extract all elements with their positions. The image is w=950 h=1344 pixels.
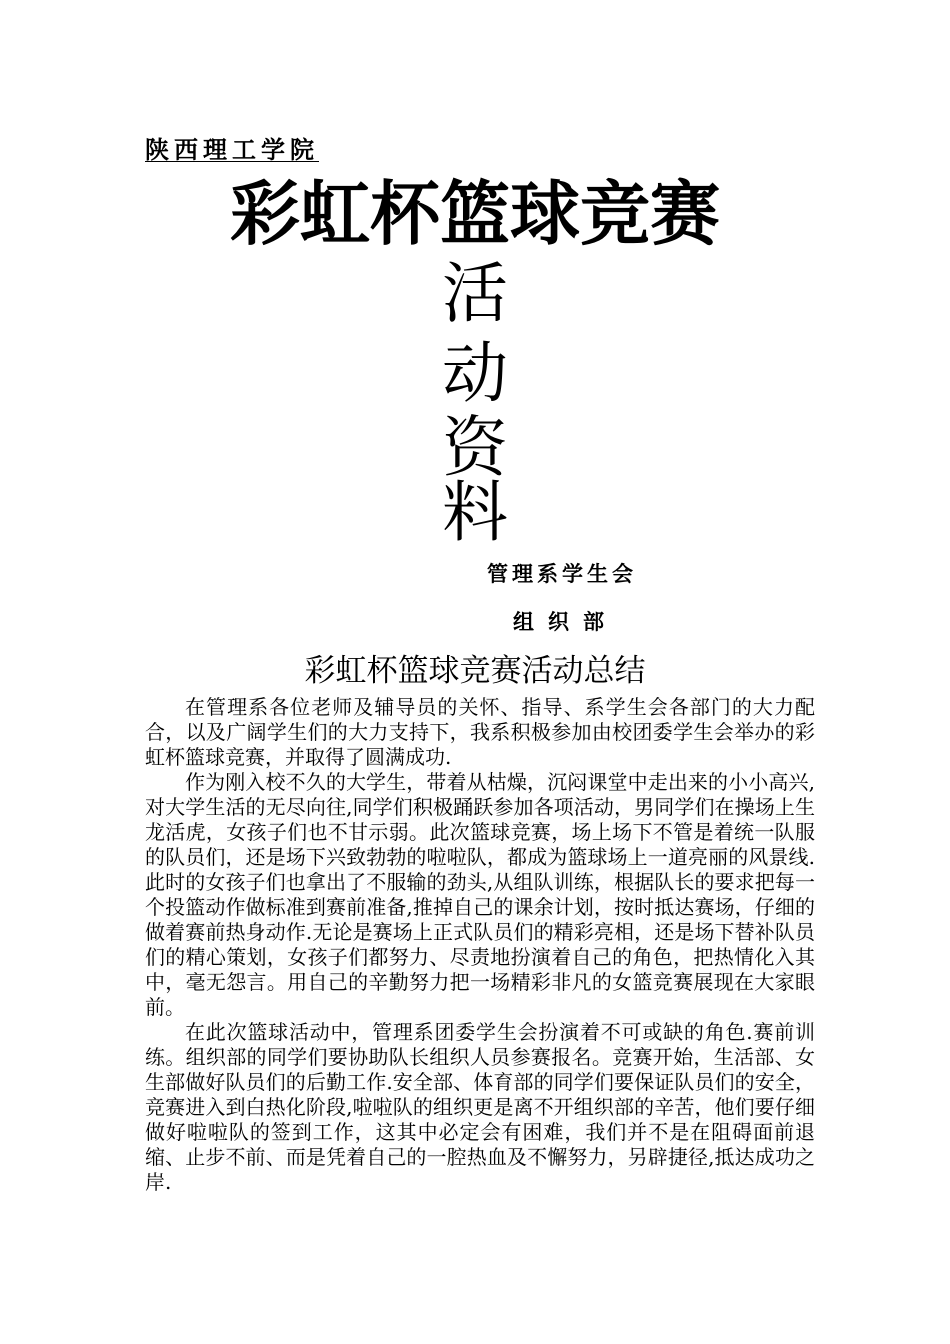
school-name: 陕西理工学院 bbox=[145, 136, 319, 164]
cover-title-char-4: 料 bbox=[442, 474, 508, 551]
summary-paragraph-3: 在此次篮球活动中，管理系团委学生会扮演着不可或缺的角色.赛前训练。组织部的同学们要协助队长组织人员参赛报名。竞赛开始，生活部、女生部做好队员们的后勤工作.安全部、体育部的同学们要保证队员们的安全，竞赛进入到白热化阶段,啦啦队的组织更是离不开组织部的辛苦，他们要仔细做好啦啦队的签到工作，这其中必定会有困难，我们并不是在阻碍面前退缩、止步不前、而是凭着自己的一腔热血及不懈努力，另辟捷径,抵达成功之岸. bbox=[145, 1020, 815, 1194]
cover-title-char-2: 动 bbox=[442, 335, 508, 412]
organizer-line-2: 组织部 bbox=[513, 610, 618, 634]
cover-title-char-1: 活 bbox=[442, 255, 508, 332]
summary-paragraph-1: 在管理系各位老师及辅导员的关怀、指导、系学生会各部门的大力配合，以及广阔学生们的大力支持下，我系积极参加由校团委学生会举办的彩虹杯篮球竞赛，并取得了圆满成功. bbox=[145, 695, 815, 769]
cover-title-char-3: 资 bbox=[442, 409, 508, 486]
summary-paragraph-2: 作为刚入校不久的大学生，带着从枯燥，沉闷课堂中走出来的小小高兴,对大学生活的无尽向往,同学们积极踊跃参加各项活动，男同学们在操场上生龙活虎，女孩子们也不甘示弱。此次篮球竞赛，场上场下不管是着统一队服的队员们，还是场下兴致勃勃的啦啦队，都成为篮球场上一道亮丽的风景线.此时的女孩子们也拿出了不服输的劲头,从组队训练，根据队长的要求把每一个投篮动作做标准到赛前准备,推掉自己的课余计划，按时抵达赛场，仔细的做着赛前热身动作.无论是赛场上正式队员们的精彩亮相，还是场下替补队员们的精心策划，女孩子们都努力、尽责地扮演着自己的角色，把热情化入其中，毫无怨言。用自己的辛勤努力把一场精彩非凡的女篮竞赛展现在大家眼前。 bbox=[145, 770, 815, 1019]
cover-title: 彩虹杯篮球竞赛 bbox=[230, 172, 720, 255]
organizer-line-1: 管理系学生会 bbox=[487, 562, 637, 586]
summary-body bbox=[145, 695, 815, 1195]
summary-title: 彩虹杯篮球竞赛活动总结 bbox=[304, 653, 646, 689]
